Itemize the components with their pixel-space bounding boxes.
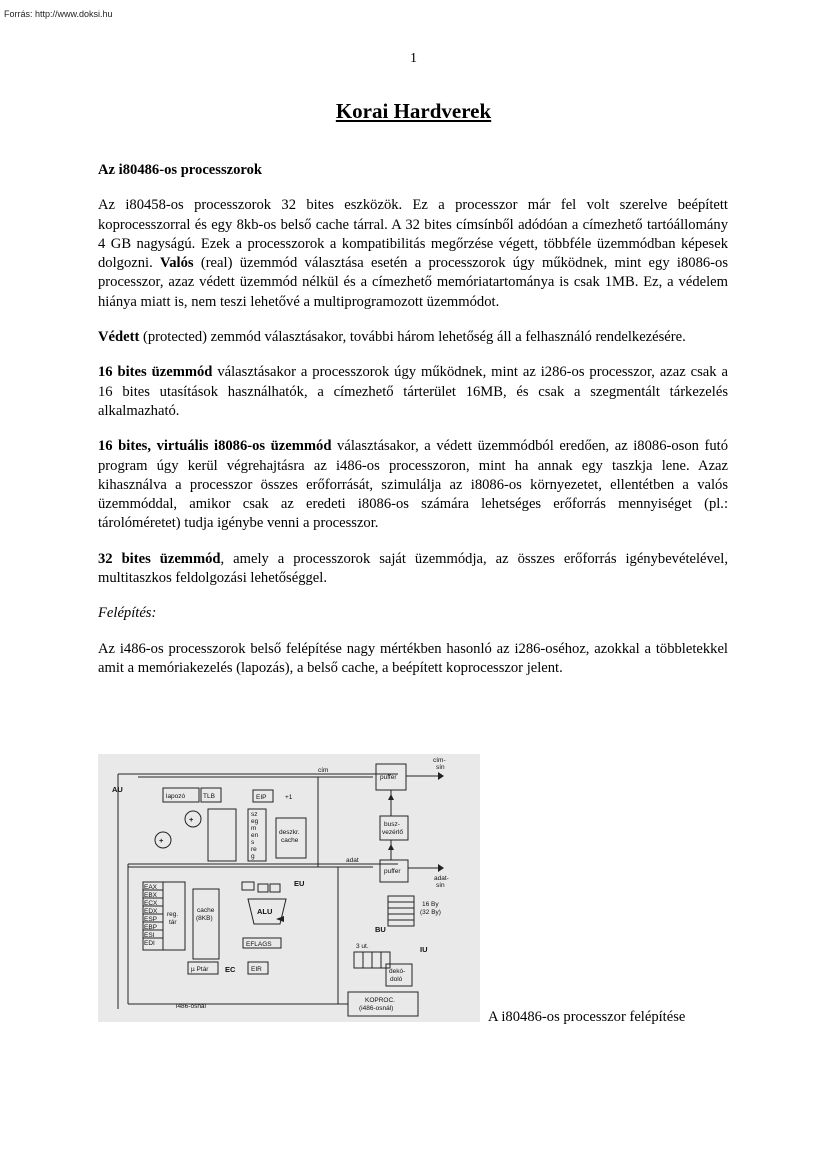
svg-text:EFLAGS: EFLAGS [246,941,272,948]
svg-text:doló: doló [390,976,403,983]
svg-text:EIP: EIP [256,794,267,801]
svg-text:ALU: ALU [257,907,273,916]
svg-text:i486-osnál: i486-osnál [176,1003,206,1010]
svg-text:puffer: puffer [384,868,401,875]
svg-text:16 By: 16 By [422,901,439,908]
paragraph-16bit: 16 bites üzemmód választásakor a processzorok úgy működnek, mint az i286-os processzor, azaz csak a 16 bites utasítások használhatók, a címezhető tárterület 16MB, és csak a szegmentált tárkezelés alkalmazható. [98,364,728,419]
paragraph-protected: Védett (protected) zemmód választásakor, további három lehetőség áll a felhasználó rendelkezésére. [98,329,686,346]
svg-text:EAX: EAX [144,884,158,891]
svg-text:sz: sz [251,811,258,818]
svg-text:adat-: adat- [434,875,449,882]
svg-text:en: en [251,832,259,839]
paragraph-intro: Az i80458-os processzorok 32 bites eszközök. Ez a processzor már fel volt szerelve beépített koprocesszorral és egy 8kb-os belső cache tárral. A 32 bites címsínből adódóan a címezhető tartóállomány 4 GB nagyságú. Ezek a processzorok a kompatibilitás megőrzése végett, többféle üzemmódban képesek dolgozni. Valós (real) üzemmód választása esetén a processzorok úgy működnek, mint egy i8086-os processzor, azaz védett üzemmód nélkül és a címezhető memóriatartománya is csak 1MB. Ez, a védelem hiánya miatt is, nem teszi lehetővé a multiprogramozott üzemmódot. [98,197,728,310]
svg-text:EDI: EDI [144,940,155,947]
svg-text:EBX: EBX [144,892,158,899]
svg-text:reg.: reg. [167,911,179,918]
svg-text:EDX: EDX [144,908,158,915]
svg-text:BU: BU [375,925,386,934]
svg-text:ECX: ECX [144,900,158,907]
term-16bit: 16 bites üzemmód [98,364,213,381]
figure-caption: A i80486-os processzor felépítése [488,1009,686,1025]
svg-text:sín: sín [436,764,445,771]
svg-text:dekó-: dekó- [389,968,406,975]
svg-text:adat: adat [346,857,359,864]
svg-text:g: g [251,853,255,860]
svg-text:(8KB): (8KB) [196,915,213,922]
svg-text:+: + [189,815,194,824]
paragraph-structure: Az i486-os processzorok belső felépítése nagy mértékben hasonló az i286-oséhoz, azokkal a többletekkel amit a memóriakezelés (lapozás), a belső cache, a beépített koprocesszor jelent. [98,640,728,676]
svg-text:+1: +1 [285,794,293,801]
svg-text:m: m [251,825,257,832]
svg-text:cím-: cím- [433,757,446,764]
svg-text:EBP: EBP [144,924,158,931]
svg-text:+: + [159,836,164,845]
svg-text:AU: AU [112,785,123,794]
svg-text:3 ut.: 3 ut. [356,943,369,950]
svg-text:deszkr.: deszkr. [279,829,300,836]
svg-text:s: s [251,839,255,846]
section-heading: Az i80486-os processzorok [98,162,263,178]
block-diagram-svg [98,754,480,1022]
svg-text:busz-: busz- [384,821,400,828]
svg-text:TLB: TLB [203,793,215,800]
svg-text:lapozó: lapozó [166,793,186,800]
svg-text:vezérlő: vezérlő [382,829,403,836]
page-title: Korai Hardverek [335,99,492,123]
svg-text:eg: eg [251,818,259,825]
page-number: 1 [410,51,417,66]
subheading: Felépítés: [98,605,157,622]
term-32bit: 32 bites üzemmód [98,550,221,567]
term-virtual: 16 bites, virtuális i8086-os üzemmód [98,438,332,455]
svg-text:ESI: ESI [144,932,155,939]
svg-text:re: re [251,846,257,853]
svg-text:cache: cache [197,907,215,914]
svg-text:KOPROC.: KOPROC. [365,997,395,1004]
processor-diagram [98,754,480,1022]
svg-text:puffer: puffer [380,774,397,781]
source-note: Forrás: http://www.doksi.hu [4,9,113,19]
svg-text:(i486-osnál): (i486-osnál) [359,1005,394,1012]
svg-text:IU: IU [420,945,428,954]
svg-text:µ Ptár: µ Ptár [191,966,209,973]
svg-text:sín: sín [436,882,445,889]
document-body [98,161,728,694]
term-vedett: Védett [98,329,140,346]
paragraph-virtual: 16 bites, virtuális i8086-os üzemmód választásakor, a védett üzemmódból eredően, az i8086-oson futó program úgy kerül végrehajtásra az i486-os processzoron, mint ha annak egy taszkja lene. Azaz kihasználva a processzor összes erőforrását, szimulálja az i8086-os környezetet, ellentétben a valós üzemmóddal, amikor csak az eredeti i8086-os számára lehetséges erőforrás mennyiséget (pl.: tárolóméretet) tudja igénybe venni a processzor. [98,438,729,532]
svg-text:cache: cache [281,837,299,844]
paragraph-32bit: 32 bites üzemmód, amely a processzorok saját üzemmódja, az összes erőforrás igénybevételével, multitaszkos feldolgozási lehetőséggel. [98,550,728,587]
term-valos: Valós [160,255,194,272]
svg-text:tár: tár [169,919,177,926]
svg-text:cím: cím [318,767,329,774]
svg-text:(32 By): (32 By) [420,909,441,916]
svg-text:EIR: EIR [251,966,262,973]
svg-text:ESP: ESP [144,916,158,923]
svg-text:EC: EC [225,965,236,974]
svg-text:EU: EU [294,879,305,888]
